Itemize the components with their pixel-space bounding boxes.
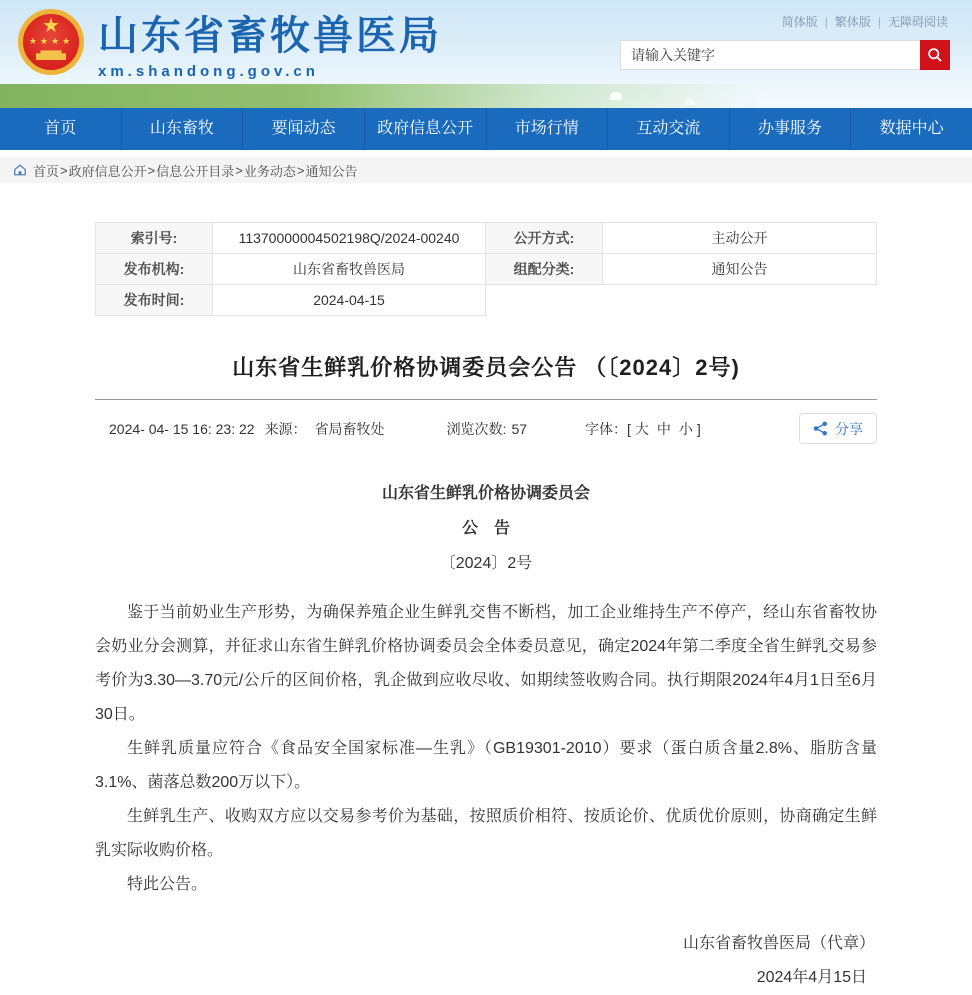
share-button[interactable] <box>799 413 877 444</box>
nav-item-shandong-xumu[interactable]: 山东畜牧 <box>121 108 243 150</box>
search-button[interactable] <box>920 40 950 70</box>
paragraph: 鉴于当前奶业生产形势，为确保养殖企业生鲜乳交售不断档，加工企业维持生产不停产，经山东省畜牧协会奶业分会测算，并征求山东省生鲜乳价格协调委员会全体委员意见，确定2024年第二季度全省生鲜乳交易参考价为3.30—3.70元/公斤的区间价格，乳企做到应收尽收、如期续签收购合同。执行期限2024年4月1日至6月30日。 <box>95 604 877 723</box>
document-heading: 山东省生鲜乳价格协调委员会 <box>381 485 590 502</box>
signature-date: 2024年4月15日 <box>756 969 867 986</box>
link-accessibility[interactable]: 无障碍阅读 <box>887 15 948 29</box>
source-label: 来源： <box>264 421 307 437</box>
paragraph: 特此公告。 <box>127 876 208 893</box>
empty-cell <box>486 285 603 316</box>
site-url: xm.shandong.gov.cn <box>98 63 319 80</box>
document-number: 〔2024〕2号 <box>439 555 533 572</box>
source-value: 省局畜牧处 <box>314 421 385 437</box>
header-banner <box>0 0 972 108</box>
nav-item-data-center[interactable]: 数据中心 <box>850 108 972 150</box>
share-button-label: 分享 <box>835 420 863 437</box>
national-emblem-icon: ★ ★★★★ <box>18 9 84 75</box>
share-icon <box>813 421 828 436</box>
title-divider <box>95 399 877 400</box>
publish-datetime: 2024- 04- 15 16: 23: 22 <box>109 421 255 437</box>
link-traditional-chinese[interactable]: 繁体版 <box>834 15 871 29</box>
banner-grass-decoration <box>0 84 758 108</box>
nav-item-news[interactable]: 要闻动态 <box>242 108 364 150</box>
index-number-value: 11370000004502198Q/2024-00240 <box>213 223 486 254</box>
nav-item-gov-info[interactable]: 政府信息公开 <box>364 108 486 150</box>
home-icon <box>13 163 27 177</box>
publish-date-value: 2024-04-15 <box>213 285 486 316</box>
publicity-mode-label: 公开方式: <box>486 223 603 254</box>
font-size-selector <box>585 419 701 439</box>
search-input[interactable] <box>620 40 920 70</box>
breadcrumb-item-business-news[interactable]: 业务动态 <box>243 163 296 179</box>
breadcrumb: 首页 > 政府信息公开 > 信息公开目录 > 业务动态 > 通知公告 <box>0 157 972 183</box>
signature: 山东省畜牧兽医局（代章） <box>682 935 875 952</box>
main-navigation <box>0 108 972 150</box>
content-area <box>95 222 877 995</box>
page-title: 山东省生鲜乳价格协调委员会公告 （〔2024〕2号) <box>232 355 740 380</box>
category-value: 通知公告 <box>603 254 877 285</box>
table-row <box>96 285 877 316</box>
table-row <box>96 223 877 254</box>
font-size-medium-button[interactable]: 中 <box>656 421 671 437</box>
document-info-table <box>95 222 877 316</box>
site-logo[interactable] <box>18 9 442 80</box>
views-count: 57 <box>511 421 528 437</box>
issuing-agency-label: 发布机构: <box>96 254 213 285</box>
top-version-links: 简体版 | 繁体版 | 无障碍阅读 <box>781 14 948 29</box>
breadcrumb-item-notices[interactable]: 通知公告 <box>305 163 358 179</box>
document-subheading: 公 告 <box>461 520 510 537</box>
views-label: 浏览次数: <box>446 421 507 437</box>
breadcrumb-item-gov-info[interactable]: 政府信息公开 <box>68 163 147 179</box>
document-body <box>95 484 877 995</box>
empty-cell <box>603 285 877 316</box>
nav-item-home[interactable]: 首页 <box>44 120 77 137</box>
nav-item-services[interactable]: 办事服务 <box>729 108 851 150</box>
breadcrumb-item-info-catalog[interactable]: 信息公开目录 <box>156 163 235 179</box>
paragraph: 生鲜乳生产、收购双方应以交易参考价为基础，按照质价相符、按质论价、优质优价原则，协商确定生鲜乳实际收购价格。 <box>95 808 877 859</box>
banner-tents-decoration <box>610 92 622 100</box>
issuing-agency-value: 山东省畜牧兽医局 <box>213 254 486 285</box>
publish-date-label: 发布时间: <box>96 285 213 316</box>
breadcrumb-item-home[interactable]: 首页 <box>33 163 60 179</box>
category-label: 组配分类: <box>486 254 603 285</box>
article-meta-row <box>95 413 877 445</box>
search-icon <box>927 47 943 63</box>
font-label: 字体：[ <box>585 421 631 437</box>
paragraph: 生鲜乳质量应符合《食品安全国家标准—生乳》（GB19301-2010）要求（蛋白质含量2.8%、脂肪含量3.1%、菌落总数200万以下）。 <box>95 740 877 791</box>
nav-item-market[interactable]: 市场行情 <box>486 108 608 150</box>
nav-item-interaction[interactable]: 互动交流 <box>607 108 729 150</box>
index-number-label: 索引号: <box>96 223 213 254</box>
font-label-end: ] <box>696 421 701 437</box>
publicity-mode-value: 主动公开 <box>603 223 877 254</box>
font-size-large-button[interactable]: 大 <box>634 421 649 437</box>
font-size-small-button[interactable]: 小 <box>678 421 693 437</box>
search-bar <box>620 40 950 70</box>
site-title: 山东省畜牧兽医局 <box>98 14 442 58</box>
table-row <box>96 254 877 285</box>
link-simplified-chinese[interactable]: 简体版 <box>781 15 818 29</box>
